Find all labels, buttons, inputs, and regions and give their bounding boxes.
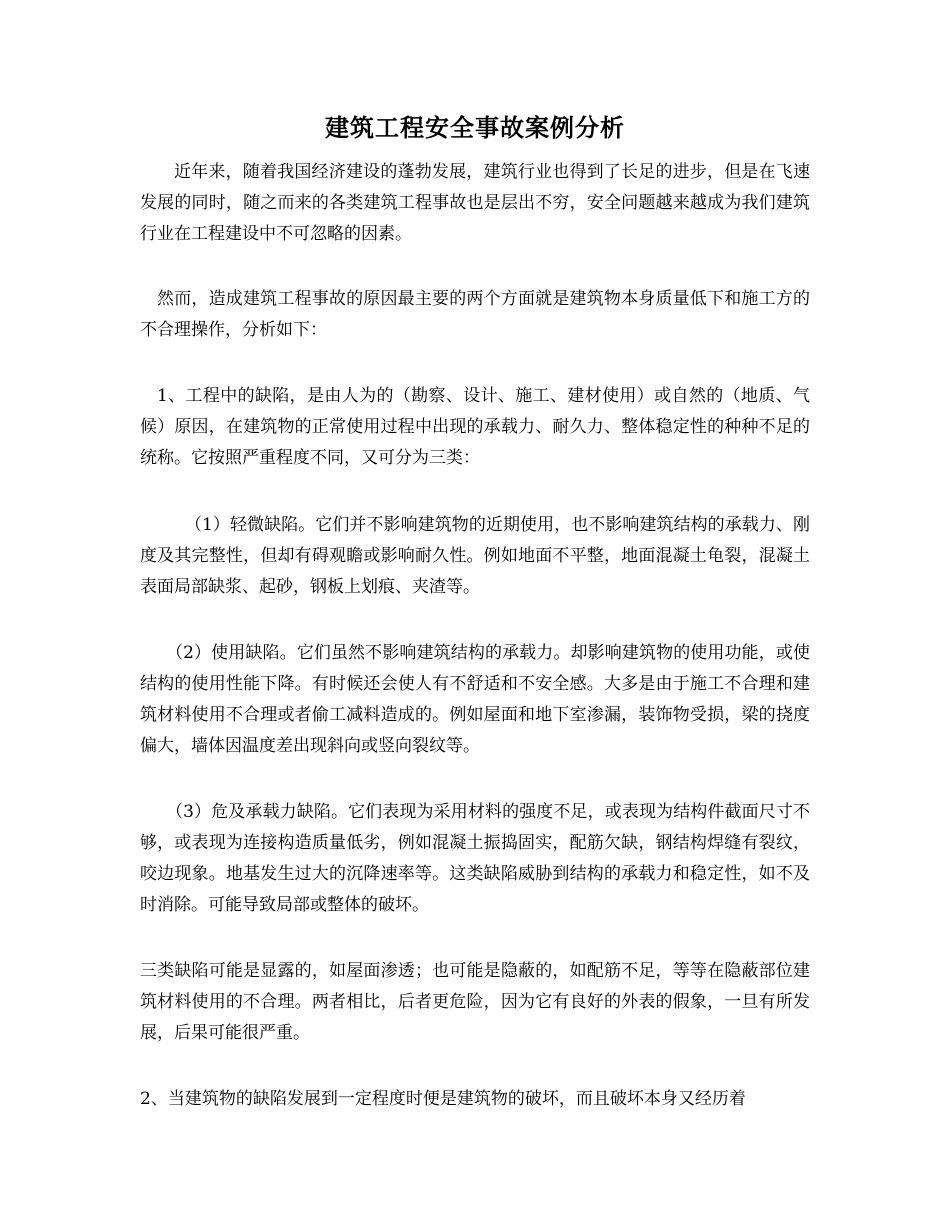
intro-paragraph: 近年来，随着我国经济建设的蓬勃发展，建筑行业也得到了长足的进步，但是在飞速发展的同时，随之而来的各类建筑工程事故也是层出不穷，安全问题越来越成为我们建筑行业在工程建设中不可忽略的因素。 xyxy=(140,162,810,244)
usage-defects-paragraph: （2）使用缺陷。它们虽然不影响建筑结构的承载力。却影响建筑物的使用功能，或使结构的使用性能下降。有时候还会使人有不舒适和不安全感。大多是由于施工不合理和建筑材料使用不合理或者偷工减料造成的。例如屋面和地下室渗漏，装饰物受损，梁的挠度偏大，墙体因温度差出现斜向或竖向裂纹等。 xyxy=(140,643,810,756)
document-title: 建筑工程安全事故案例分析 xyxy=(325,113,625,142)
defects-definition-paragraph: 1、工程中的缺陷，是由人为的（勘察、设计、施工、建材使用）或自然的（地质、气候）原因，在建筑物的正常使用过程中出现的承载力、耐久力、整体稳定性的种种不足的统称。它按照严重程度不同，又可分为三类： xyxy=(140,386,810,468)
defect-comparison-paragraph: 三类缺陷可能是显露的，如屋面渗透；也可能是隐蔽的，如配筋不足，等等在隐蔽部位建筑材料使用的不合理。两者相比，后者更危险，因为它有良好的外表的假象，一旦有所发展，后果可能很严重。 xyxy=(140,961,810,1043)
minor-defects-paragraph: （1）轻微缺陷。它们并不影响建筑物的近期使用，也不影响建筑结构的承载力、刚度及其完整性，但却有碍观瞻或影响耐久性。例如地面不平整，地面混凝土龟裂，混凝土表面局部缺浆、起砂，钢板上划痕、夹渣等。 xyxy=(140,515,810,597)
destruction-paragraph: 2、当建筑物的缺陷发展到一定程度时便是建筑物的破坏，而且破坏本身又经历着 xyxy=(140,1089,746,1109)
load-bearing-defects-paragraph: （3）危及承载力缺陷。它们表现为采用材料的强度不足，或表现为结构件截面尺寸不够，或表现为连接构造质量低劣，例如混凝土振捣固实，配筋欠缺，钢结构焊缝有裂纹，咬边现象。地基发生过大的沉降速率等。这类缺陷威胁到结构的承载力和稳定性，如不及时消除。可能导致局部或整体的破坏。 xyxy=(140,802,810,915)
causes-paragraph: 然而，造成建筑工程事故的原因最主要的两个方面就是建筑物本身质量低下和施工方的不合理操作，分析如下： xyxy=(140,289,810,340)
